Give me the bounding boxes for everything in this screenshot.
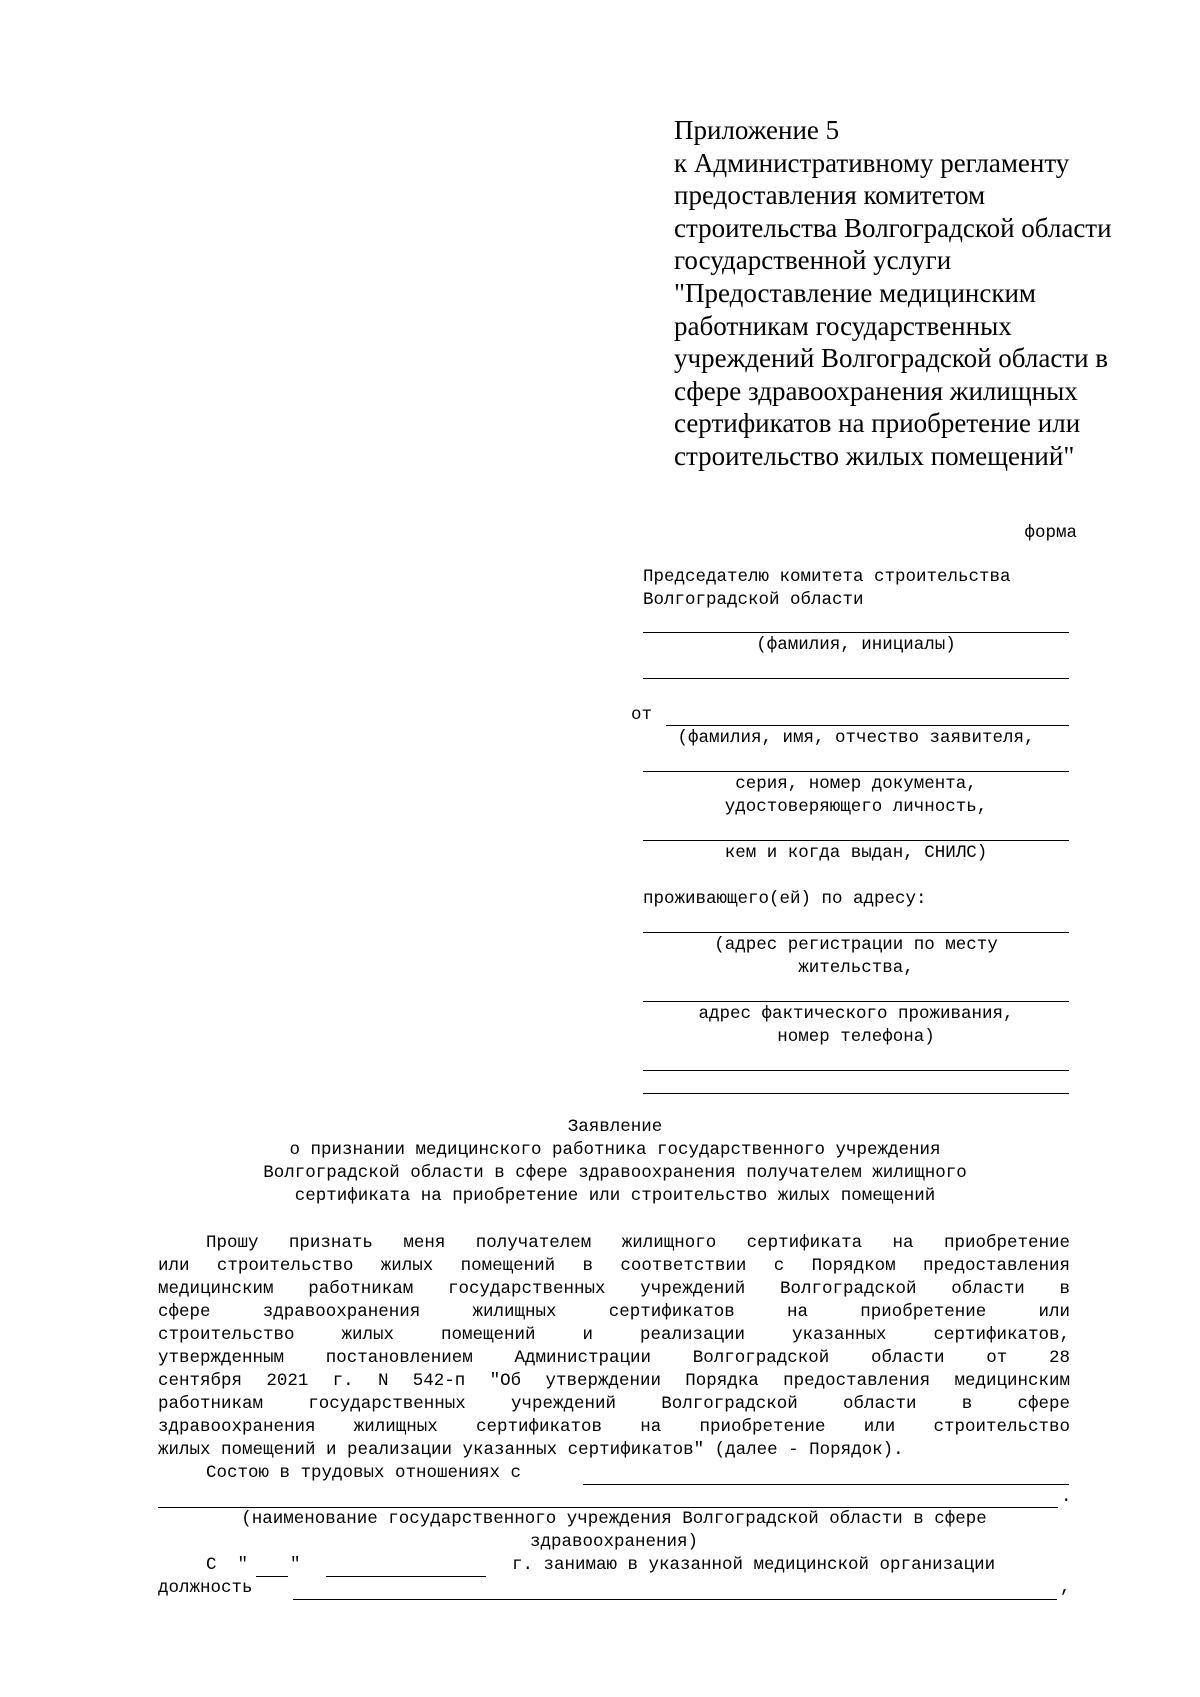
statement-body: [158, 1232, 1070, 1462]
comma-mark: ,: [1060, 1578, 1071, 1598]
document-issue-field[interactable]: [643, 840, 1069, 841]
appendix-line: "Предоставление медицинским: [674, 277, 1037, 308]
addressee-line-1: Председателю комитета строительства: [643, 567, 1011, 587]
appendix-line: Приложение 5: [674, 115, 840, 145]
appendix-line: работникам государственных: [674, 310, 1012, 341]
body-line: работникам государственных учреждений Волгоградской области в сфере: [158, 1394, 1070, 1414]
statement-subtitle-line: сертификата на приобретение или строительство жилых помещений: [294, 1186, 936, 1206]
appendix-line: к Административному регламенту: [674, 147, 1070, 178]
chairman-name-caption: (фамилия, инициалы): [756, 635, 956, 655]
body-line: сентября 2021 г. N 542-п "Об утверждении Порядка предоставления медицинским: [158, 1371, 1070, 1391]
body-line: жилых помещений и реализации указанных сертификатов" (далее - Порядок).: [158, 1440, 904, 1460]
since-prefix: С ": [206, 1555, 249, 1575]
form-label: форма: [1024, 523, 1077, 543]
issue-caption: кем и когда выдан, СНИЛС): [724, 843, 988, 863]
appendix-line: государственной услуги: [674, 245, 952, 276]
chairman-name-field-2[interactable]: [643, 678, 1069, 679]
addressee-line-2: Волгоградской области: [643, 590, 864, 610]
body-line: здравоохранения жилищных сертификатов на приобретение или строительство: [158, 1417, 1070, 1437]
statement-subtitle-line: о признании медицинского работника государственного учреждения: [289, 1140, 941, 1160]
institution-caption: (наименование государственного учреждения Волгоградской области в сфере: [241, 1509, 987, 1529]
document-caption: серия, номер документа,: [735, 774, 977, 794]
document-caption: удостоверяющего личность,: [724, 797, 988, 817]
statement-subtitle-line: Волгоградской области в сфере здравоохранения получателем жилищного: [263, 1163, 967, 1183]
since-suffix: г. занимаю в указанной медицинской организации: [512, 1555, 996, 1575]
statement-title: Заявление: [567, 1117, 663, 1137]
actual-address-field[interactable]: [643, 1001, 1069, 1002]
body-line: сфере здравоохранения жилищных сертификатов на приобретение или: [158, 1302, 1070, 1322]
since-month-field[interactable]: [326, 1576, 486, 1577]
statement-title-block: [160, 1116, 1070, 1208]
registration-address-field[interactable]: [643, 932, 1069, 933]
body-line: утвержденным постановлением Администрации Волгоградской области от 28: [158, 1348, 1070, 1368]
employer-field[interactable]: [583, 1484, 1069, 1485]
appendix-line: сфере здравоохранения жилищных: [674, 375, 1078, 406]
address-caption: жительства,: [798, 958, 914, 978]
since-day-field[interactable]: [256, 1576, 288, 1577]
address-caption: номер телефона): [777, 1027, 935, 1047]
appendix-line: предоставления комитетом: [674, 180, 986, 211]
position-label: должность: [158, 1578, 253, 1598]
position-field[interactable]: [293, 1599, 1057, 1600]
from-label: от: [631, 705, 653, 725]
appendix-header: [674, 114, 1174, 473]
appendix-line: строительство жилых помещений": [674, 440, 1075, 471]
since-quote: ": [290, 1555, 301, 1575]
period-mark: .: [1061, 1487, 1072, 1507]
body-line: медицинским работникам государственных учреждений Волгоградской области в: [158, 1279, 1070, 1299]
address-caption: (адрес регистрации по месту: [714, 935, 998, 955]
appendix-line: строительства Волгоградской области: [674, 212, 1112, 243]
body-line: Прошу признать меня получателем жилищного сертификата на приобретение: [206, 1233, 1070, 1253]
institution-caption: здравоохранения): [529, 1532, 699, 1552]
address-caption: адрес фактического проживания,: [698, 1004, 1014, 1024]
applicant-document-field[interactable]: [643, 771, 1069, 772]
appendix-line: сертификатов на приобретение или: [674, 408, 1081, 439]
body-line: или строительство жилых помещений в соответствии с Порядком предоставления: [158, 1256, 1070, 1276]
applicant-caption: (фамилия, имя, отчество заявителя,: [677, 728, 1035, 748]
phone-field[interactable]: [643, 1070, 1069, 1071]
phone-field-2[interactable]: [643, 1093, 1069, 1094]
applicant-name-field[interactable]: [666, 725, 1069, 726]
appendix-line: учреждений Волгоградской области в: [674, 343, 1109, 374]
body-line: строительство жилых помещений и реализации указанных сертификатов,: [158, 1325, 1070, 1345]
chairman-name-field[interactable]: [643, 632, 1069, 633]
residing-label: проживающего(ей) по адресу:: [643, 889, 927, 909]
employment-label: Состою в трудовых отношениях с: [206, 1463, 522, 1483]
